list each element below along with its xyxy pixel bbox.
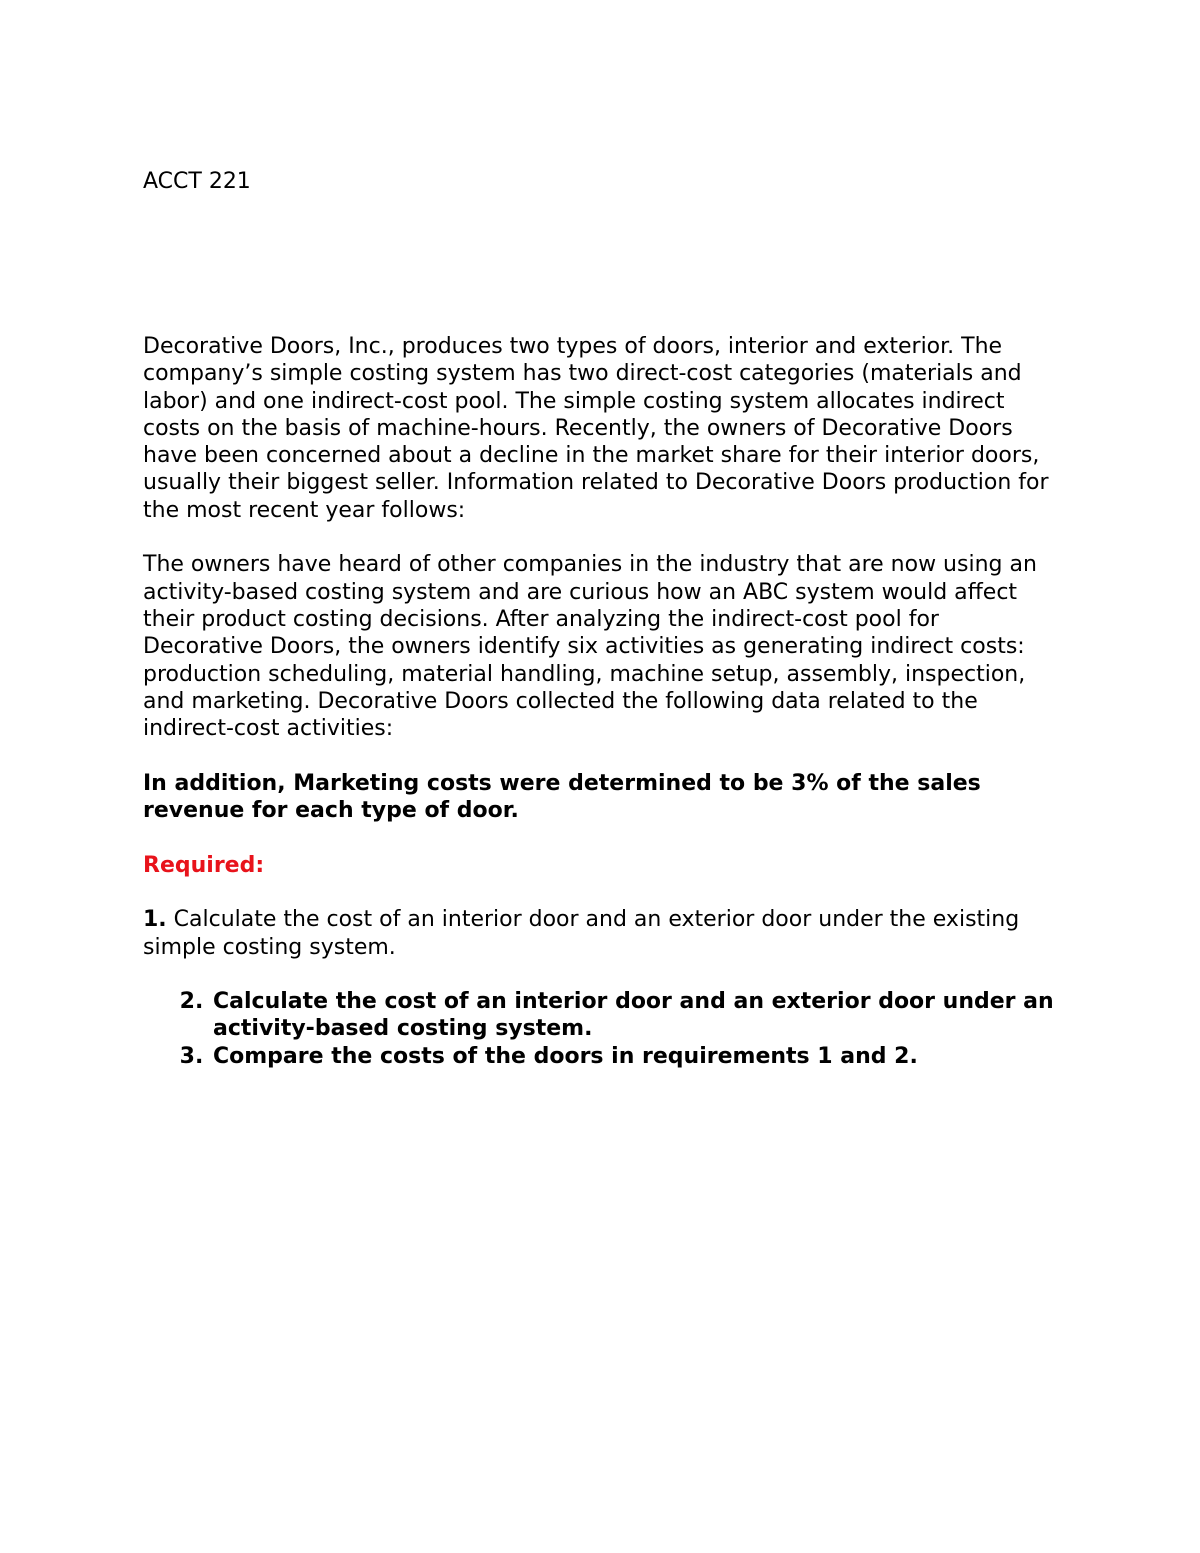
requirement-3: 3. Compare the costs of the doors in requirements 1 and 2. bbox=[211, 1043, 1063, 1070]
requirement-1-number: 1. bbox=[143, 907, 167, 933]
marketing-note: In addition, Marketing costs were determined to be 3% of the sales revenue for each type of door. bbox=[143, 770, 981, 824]
document-body bbox=[143, 333, 1063, 1070]
intro-paragraph: Decorative Doors, Inc., produces two types of doors, interior and exterior. The company’s simple costing system has two direct-cost categories (materials and labor) and one indirect-cost pool. The simple costing system allocates indirect costs on the basis of machine-hours. Recently, the owners of Decorative Doors have been concerned about a decline in the market share for their interior doors, usually their biggest seller. Information related to Decorative Doors production for the most recent year follows: bbox=[143, 334, 1049, 523]
abc-paragraph: The owners have heard of other companies in the industry that are now using an activity-based costing system and are curious how an ABC system would affect their product costing decisions. After analyzing the indirect-cost pool for Decorative Doors, the owners identify six activities as generating indirect costs: production scheduling, material handling, machine setup, assembly, inspection, and marketing. Decorative Doors collected the following data related to the indirect-cost activities: bbox=[143, 552, 1037, 742]
requirement-2: 2. Calculate the cost of an interior door and an exterior door under an activity-based costing system. bbox=[211, 988, 1063, 1043]
requirement-1-text: Calculate the cost of an interior door and an exterior door under the existing simple costing system. bbox=[143, 907, 1020, 960]
course-title: ACCT 221 bbox=[143, 169, 251, 194]
requirement-1 bbox=[143, 906, 1063, 961]
requirements-list bbox=[143, 988, 1063, 1070]
required-heading: Required: bbox=[143, 852, 265, 878]
